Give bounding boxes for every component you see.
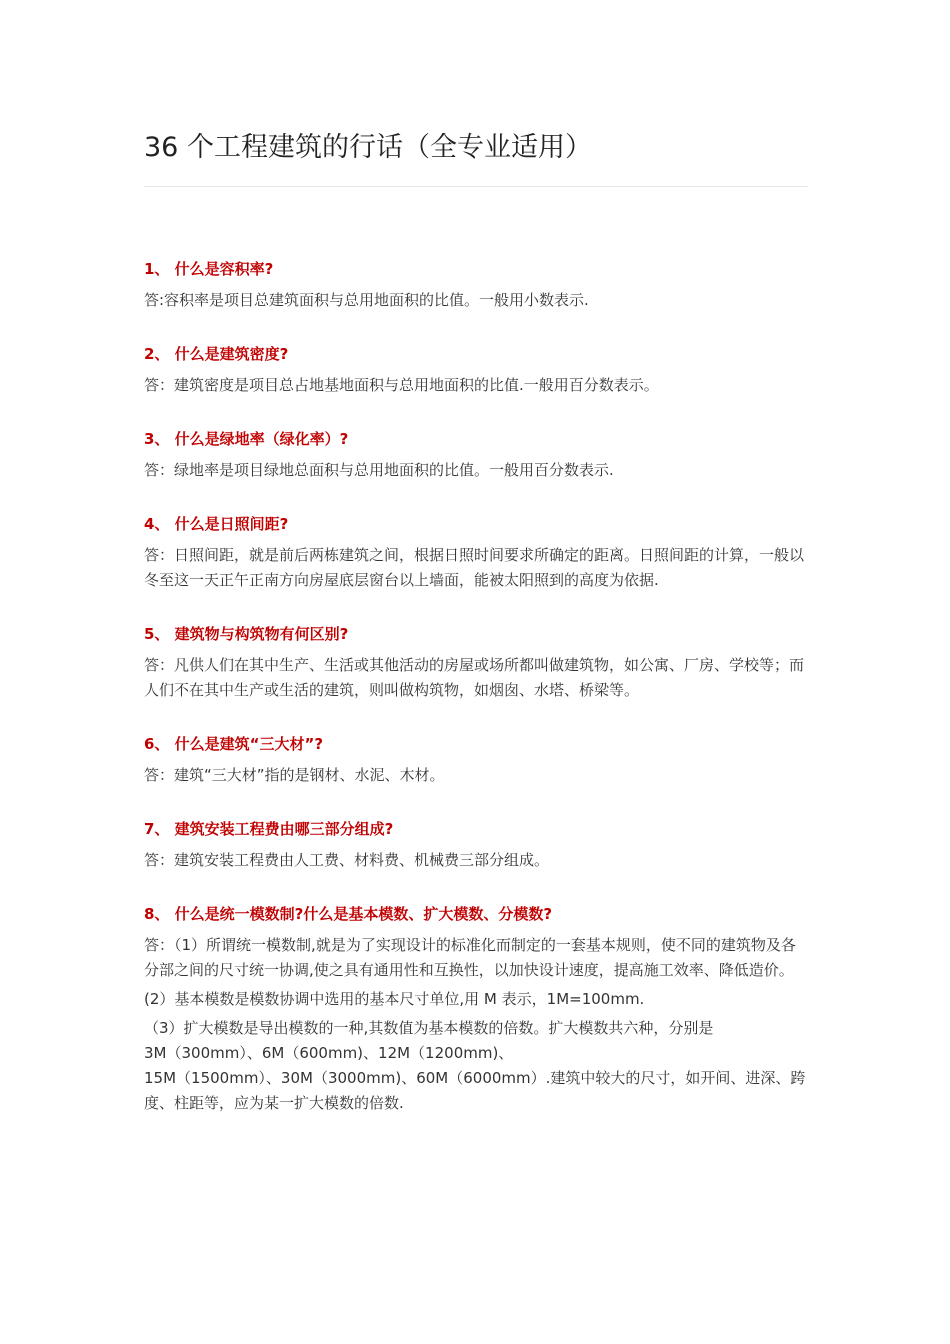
answer-8-part-5: 15M（1500mm）、30M（3000mm)、60M（6000mm）.建筑中较大的尺寸，如开间、进深、跨度、柱距等，应为某一扩大模数的倍数.	[144, 1069, 806, 1112]
qa-item-8	[144, 901, 808, 1116]
question-8: 8、 什么是统一模数制?什么是基本模数、扩大模数、分模数?	[144, 905, 553, 923]
qa-list	[144, 256, 808, 1144]
question-5: 5、 建筑物与构筑物有何区别?	[144, 625, 349, 643]
answer-5: 答：凡供人们在其中生产、生活或其他活动的房屋或场所都叫做建筑物，如公寓、厂房、学校等；而人们不在其中生产或生活的建筑，则叫做构筑物，如烟囱、水塔、桥梁等。	[144, 656, 805, 699]
qa-item-7	[144, 816, 808, 873]
question-3: 3、 什么是绿地率（绿化率）?	[144, 430, 349, 448]
answer-6: 答：建筑“三大材”指的是钢材、水泥、木材。	[144, 766, 445, 784]
question-7: 7、 建筑安装工程费由哪三部分组成?	[144, 820, 394, 838]
answer-8-part-4: 3M（300mm）、6M（600mm)、12M（1200mm)、	[144, 1044, 514, 1062]
question-6: 6、 什么是建筑“三大材”?	[144, 735, 324, 753]
answer-4: 答：日照间距，就是前后两栋建筑之间，根据日照时间要求所确定的距离。日照间距的计算，一般以冬至这一天正午正南方向房屋底层窗台以上墙面，能被太阳照到的高度为依据.	[144, 546, 805, 589]
document-title: 36 个工程建筑的行话（全专业适用）	[144, 132, 592, 163]
qa-item-4	[144, 511, 808, 593]
question-2: 2、 什么是建筑密度?	[144, 345, 289, 363]
qa-item-6	[144, 731, 808, 788]
answer-7: 答：建筑安装工程费由人工费、材料费、机械费三部分组成。	[144, 851, 550, 869]
question-4: 4、 什么是日照间距?	[144, 515, 289, 533]
answer-3: 答：绿地率是项目绿地总面积与总用地面积的比值。一般用百分数表示.	[144, 461, 614, 479]
answer-2: 答：建筑密度是项目总占地基地面积与总用地面积的比值.一般用百分数表示。	[144, 376, 659, 394]
answer-8-part-1: 答：（1）所谓统一模数制,就是为了实现设计的标准化而制定的一套基本规则，使不同的建筑物及各分部之间的尺寸统一协调,使之具有通用性和互换性，以加快设计速度，提高施工效率、降低造价。	[144, 936, 796, 979]
qa-item-3	[144, 426, 808, 483]
question-1: 1、 什么是容积率?	[144, 260, 274, 278]
answer-1: 答:容积率是项目总建筑面积与总用地面积的比值。一般用小数表示.	[144, 291, 589, 309]
qa-item-1	[144, 256, 808, 313]
answer-8-part-2: (2）基本模数是模数协调中选用的基本尺寸单位,用 M 表示，1M=100mm.	[144, 990, 645, 1008]
title-divider	[144, 186, 808, 187]
qa-item-5	[144, 621, 808, 703]
qa-item-2	[144, 341, 808, 398]
answer-8-part-3: （3）扩大模数是导出模数的一种,其数值为基本模数的倍数。扩大模数共六种，分别是	[144, 1019, 714, 1037]
